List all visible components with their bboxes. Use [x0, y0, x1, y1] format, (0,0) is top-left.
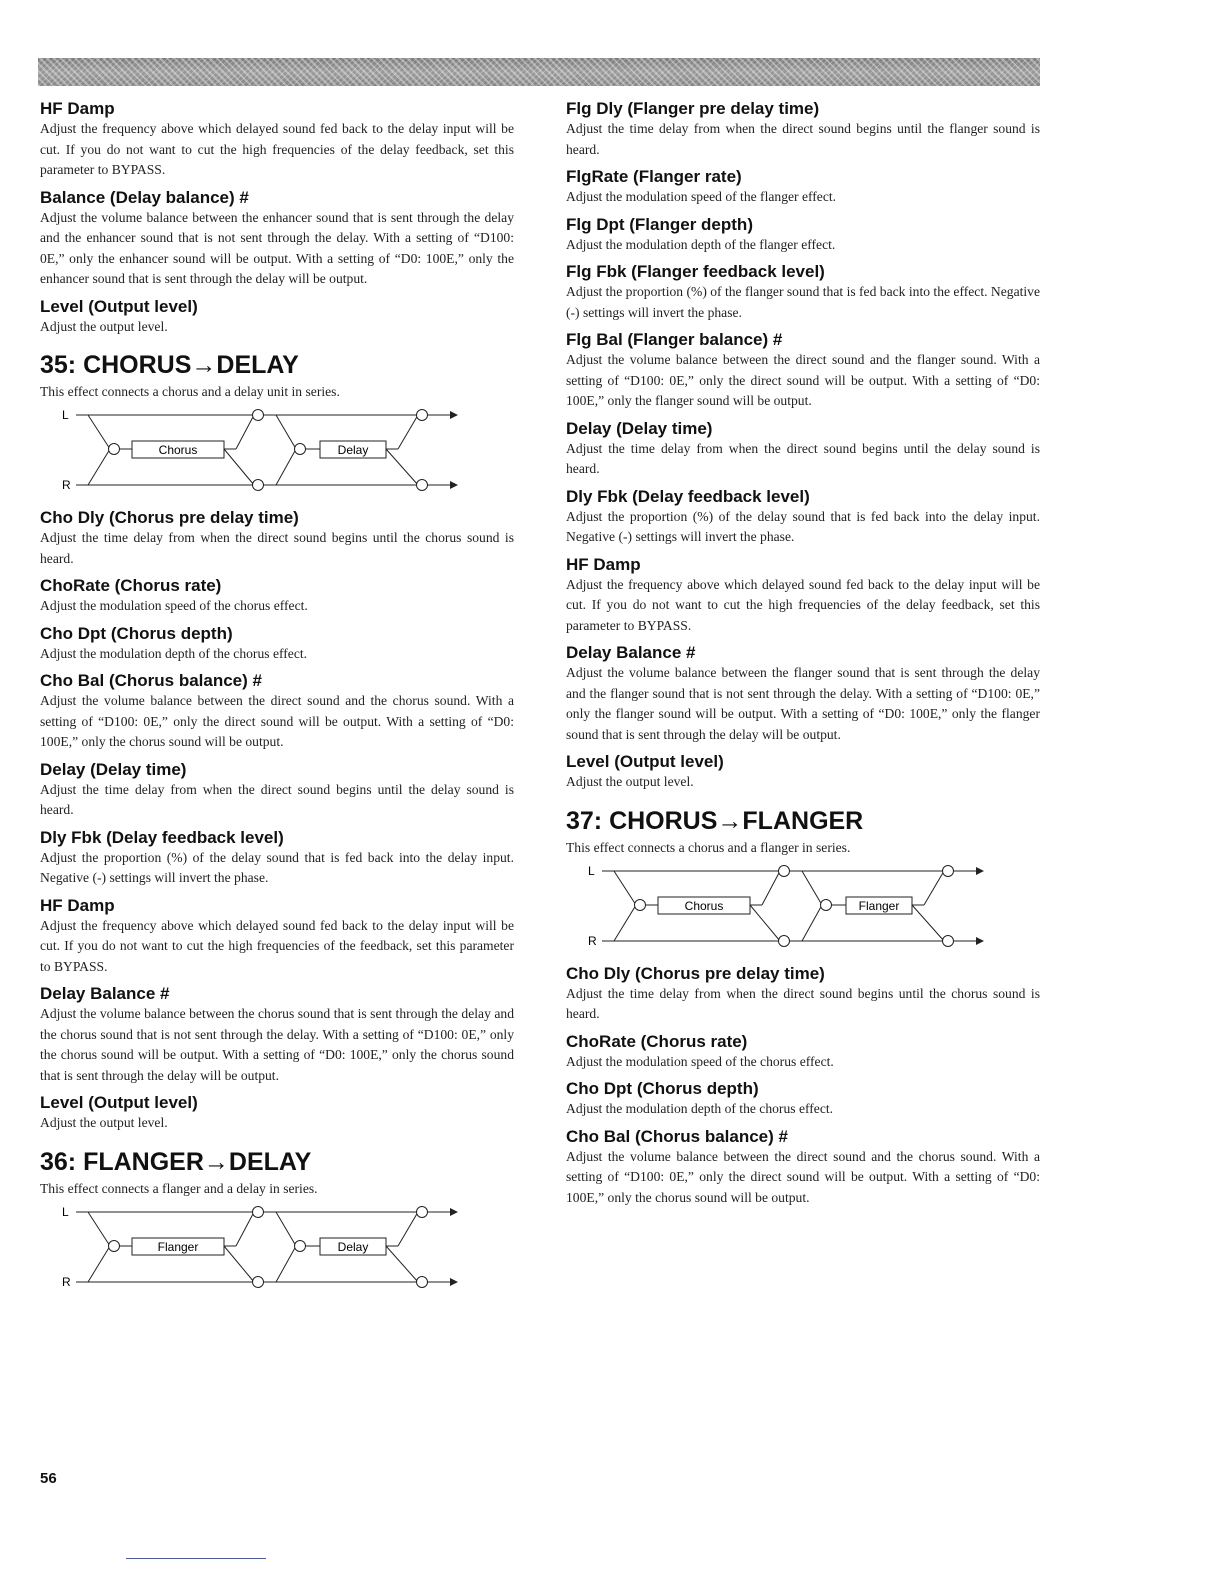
param-heading: Delay (Delay time): [40, 759, 187, 779]
section-intro: This effect connects a flanger and a delay in series.: [40, 1180, 318, 1196]
param-heading: Delay (Delay time): [566, 418, 713, 438]
delay-block-label: Delay: [337, 1239, 369, 1254]
param-description: Adjust the modulation depth of the chorus effect.: [566, 1101, 834, 1116]
section-title-35: 35: CHORUS→DELAY: [40, 351, 299, 379]
delay-block-label: Delay: [337, 443, 369, 457]
param-heading: Delay Balance #: [566, 643, 696, 662]
param-description: Adjust the proportion (%) of the flanger sound that is fed back into the effect. Negative (-) settings will invert the phase.: [566, 284, 1040, 320]
param-heading: ChoRate (Chorus rate): [566, 1031, 748, 1051]
param-description: Adjust the volume balance between the direct sound and the chorus sound. With a setting of “D100: 0E,” only the direct sound will be output. With a setting of “D0: 100E,” only the chorus sound will be output.: [40, 693, 514, 749]
signal-flow-diagram-35: [40, 405, 460, 497]
chorus-block-label: Chorus: [158, 443, 198, 457]
page-number: 56: [40, 1470, 57, 1487]
section-title-37: 37: CHORUS→FLANGER: [566, 806, 864, 835]
param-description: Adjust the modulation speed of the flanger effect.: [566, 189, 837, 204]
right-column: [566, 98, 1040, 1214]
diagram-label-left: L: [62, 408, 69, 422]
param-description: Adjust the volume balance between the direct sound and the flanger sound. With a setting of “D100: 0E,” only the direct sound will be output. With a setting of “D0: 100E,” only the flanger sound will be output.: [566, 352, 1040, 408]
section-intro: This effect connects a chorus and a flanger in series.: [566, 839, 851, 855]
param-heading: Flg Dpt (Flanger depth): [566, 214, 753, 234]
section-intro: This effect connects a chorus and a delay unit in series.: [40, 384, 340, 399]
param-description: Adjust the proportion (%) of the delay sound that is fed back into the delay input. Negative (-) settings will invert the phase.: [566, 508, 1040, 544]
param-heading: Dly Fbk (Delay feedback level): [40, 827, 284, 847]
param-description: Adjust the modulation depth of the chorus effect.: [40, 645, 308, 661]
header-banner: [38, 58, 1040, 86]
param-description: Adjust the output level.: [40, 1115, 168, 1130]
section-title-36: 36: FLANGER→DELAY: [40, 1147, 312, 1176]
param-heading: Flg Dly (Flanger pre delay time): [566, 99, 820, 118]
param-description: Adjust the time delay from when the direct sound begins until the chorus sound is heard.: [566, 985, 1040, 1021]
param-heading: Level (Output level): [40, 1093, 198, 1112]
param-heading: HF Damp: [566, 554, 641, 574]
param-heading: Cho Dpt (Chorus depth): [566, 1079, 759, 1098]
chorus-block-label: Chorus: [684, 898, 724, 913]
param-description: Adjust the modulation speed of the chorus effect.: [40, 598, 308, 613]
param-description: Adjust the time delay from when the direct sound begins until the chorus sound is heard.: [40, 530, 514, 566]
param-description: Adjust the proportion (%) of the delay sound that is fed back into the delay input. Negative (-) settings will invert the phase.: [40, 849, 514, 885]
param-description: Adjust the time delay from when the direct sound begins until the delay sound is heard.: [40, 781, 514, 817]
param-description: Adjust the modulation speed of the chorus effect.: [566, 1053, 834, 1069]
left-column: [40, 98, 514, 1304]
param-heading: Flg Fbk (Flanger feedback level): [566, 262, 825, 281]
param-heading: Level (Output level): [40, 296, 198, 316]
param-description: Adjust the time delay from when the direct sound begins until the flanger sound is heard.: [566, 121, 1040, 157]
param-description: Adjust the volume balance between the flanger sound that is sent through the delay and the flanger sound that is not sent through the delay. With a setting of “D100: 0E,” only the flanger sound will be output. With a setting of “D0: 100E,” only the flanger sound that is sent through the delay will be output.: [566, 665, 1040, 742]
param-description: Adjust the frequency above which delayed sound fed back to the delay input will be cut. If you do not want to cut the high frequencies of the delay feedback, set this parameter to BYPASS.: [40, 121, 514, 177]
param-description: Adjust the volume balance between the chorus sound that is sent through the delay and the chorus sound that is not sent through the delay. With a setting of “D100: 0E,” only the chorus sound will be output. With a setting of “D0: 100E,” only the chorus sound that is sent through the delay will be output.: [40, 1006, 514, 1083]
diagram-label-left: L: [588, 863, 595, 878]
param-description: Adjust the volume balance between the direct sound and the chorus sound. With a setting of “D100: 0E,” only the direct sound will be output. With a setting of “D0: 100E,” only the chorus sound will be output.: [566, 1148, 1040, 1205]
flanger-block-label: Flanger: [858, 898, 900, 913]
diagram-label-right: R: [62, 478, 71, 492]
param-heading: Balance (Delay balance) #: [40, 187, 249, 207]
param-heading: Delay Balance #: [40, 984, 170, 1003]
param-heading: ChoRate (Chorus rate): [40, 576, 222, 595]
footer-rule: [126, 1558, 266, 1559]
param-description: Adjust the modulation depth of the flanger effect.: [566, 236, 836, 252]
param-description: Adjust the frequency above which delayed sound fed back to the delay input will be cut. If you do not want to cut the high frequencies of the feedback, set this parameter to BYPASS.: [40, 917, 514, 974]
param-description: Adjust the frequency above which delayed sound fed back to the delay input will be cut. If you do not want to cut the high frequencies of the delay feedback, set this parameter to BYPASS.: [566, 576, 1040, 633]
param-heading: Dly Fbk (Delay feedback level): [566, 486, 810, 506]
param-description: Adjust the output level.: [566, 774, 694, 789]
param-description: Adjust the time delay from when the direct sound begins until the delay sound is heard.: [566, 440, 1040, 476]
param-heading: Cho Bal (Chorus balance) #: [40, 671, 262, 690]
param-heading: Cho Dly (Chorus pre delay time): [40, 508, 299, 527]
param-heading: Level (Output level): [566, 752, 724, 771]
param-heading: Cho Dly (Chorus pre delay time): [566, 963, 825, 983]
param-description: Adjust the output level.: [40, 318, 168, 334]
param-heading: Cho Dpt (Chorus depth): [40, 623, 233, 643]
signal-flow-diagram-36: [40, 1202, 460, 1294]
signal-flow-diagram-37: [566, 861, 986, 953]
param-heading: FlgRate (Flanger rate): [566, 167, 742, 186]
diagram-label-left: L: [62, 1204, 69, 1219]
param-heading: Cho Bal (Chorus balance) #: [566, 1126, 788, 1146]
param-heading: Flg Bal (Flanger balance) #: [566, 330, 783, 349]
flanger-block-label: Flanger: [157, 1239, 199, 1254]
param-heading: HF Damp: [40, 895, 115, 915]
diagram-label-right: R: [588, 933, 597, 948]
param-description: Adjust the volume balance between the enhancer sound that is sent through the delay and the enhancer sound that is not sent through the delay. With a setting of “D100: 0E,” only the enhancer sound will be output. With a setting of “D0: 100E,” only the enhancer sound that is sent through the delay will be output.: [40, 209, 514, 286]
param-heading: HF Damp: [40, 99, 115, 118]
diagram-label-right: R: [62, 1274, 71, 1289]
